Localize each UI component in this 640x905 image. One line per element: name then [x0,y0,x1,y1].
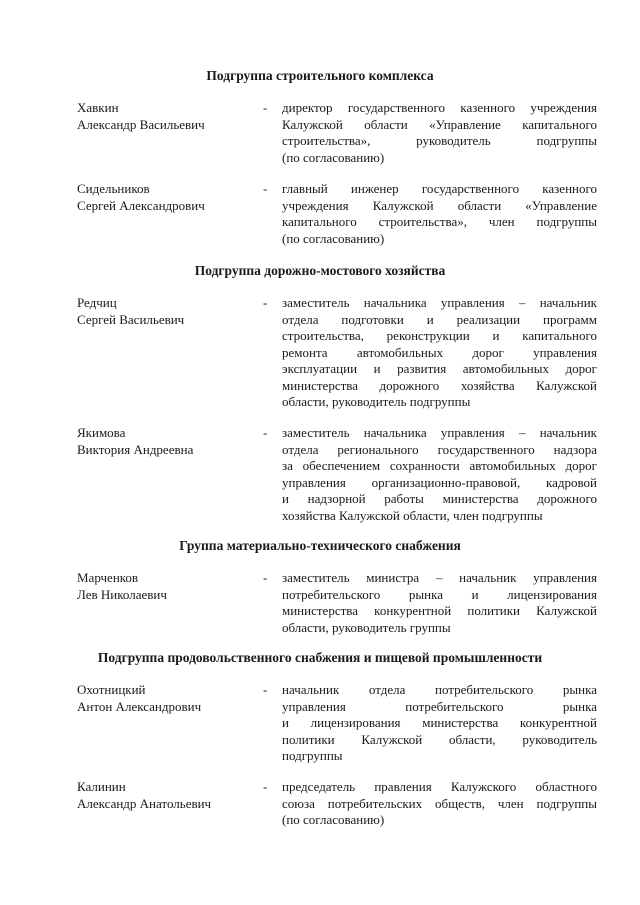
group-heading-roads: Подгруппа дорожно-мостового хозяйства [194,263,446,278]
member-first-names: Сергей Васильевич [77,311,185,327]
member-name [77,100,267,133]
position-line: и лицензирования министерства конкурентной [282,715,597,730]
group-heading-construction: Подгруппа строительного комплекса [206,68,434,83]
member-last-name: Якимова [77,425,126,440]
position-line: председатель правления Калужского областного [282,779,597,794]
position-line: эксплуатации и развития автомобильных дорог [282,361,597,376]
dash-separator: - [263,425,268,440]
position-line: политики Калужской области, руководитель [282,731,597,747]
position-line: управления организационно-правовой, кадровой [282,474,597,490]
member-name [77,779,267,812]
position-line: учреждения Калужской области «Управление [282,197,597,213]
dash-separator: - [263,100,268,115]
position-line: главный инженер государственного казенного [282,181,597,196]
position-line: союза потребительских обществ, член подгруппы [282,795,597,811]
position-line: заместитель министра – начальник управления [282,570,597,585]
position-line: (по согласованию) [282,149,385,165]
member-name [77,570,267,603]
position-line: (по согласованию) [282,230,385,246]
member-first-names: Виктория Андреевна [77,441,194,457]
member-last-name: Редчиц [77,295,117,310]
position-line: подгруппы [282,748,343,763]
member-name [77,682,267,715]
dash-separator: - [263,779,268,794]
position-line: министерства конкурентной политики Калужской [282,603,597,618]
member-last-name: Охотницкий [77,682,146,697]
position-line: ремонта автомобильных дорог управления [282,344,597,360]
position-line: начальник отдела потребительского рынка [282,682,597,697]
member-first-names: Сергей Александрович [77,197,205,213]
position-line: директор государственного казенного учреждения [282,100,597,115]
member-position [282,682,597,765]
member-position [282,295,597,411]
member-first-names: Александр Анатольевич [77,795,212,811]
member-name [77,295,267,328]
group-heading-food-supply: Подгруппа продовольственного снабжения и пищевой промышленности [97,650,543,665]
position-line: (по согласованию) [282,812,385,827]
member-position [282,425,597,524]
member-position [282,181,597,247]
member-first-names: Антон Александрович [77,698,202,714]
group-heading-logistics: Группа материально-технического снабжения [179,538,461,553]
position-line: потребительского рынка и лицензирования [282,586,597,602]
position-line: хозяйства Калужской области, член подгруппы [282,507,543,523]
member-last-name: Калинин [77,779,126,794]
dash-separator: - [263,682,268,697]
member-name [77,425,267,458]
position-line: отдела подготовки и реализации программ [282,311,597,327]
position-line: строительства», руководитель подгруппы [282,133,597,148]
position-line: управления потребительского рынка [282,698,597,714]
dash-separator: - [263,295,268,310]
position-line: области, руководитель группы [282,619,451,635]
member-first-names: Лев Николаевич [77,586,167,602]
position-line: заместитель начальника управления – начальник [282,295,597,310]
position-line: заместитель начальника управления – начальник [282,425,597,440]
position-line: отдела регионального государственного надзора [282,441,597,457]
member-position [282,570,597,636]
position-line: строительства, реконструкции и капитального [282,328,597,343]
member-last-name: Марченков [77,570,139,585]
position-line: за обеспечением сохранности автомобильных дорог [282,458,597,473]
position-line: и надзорной работы министерства дорожного [282,491,597,506]
position-line: области, руководитель подгруппы [282,394,471,409]
member-first-names: Александр Васильевич [77,116,205,132]
dash-separator: - [263,570,268,585]
position-line: капитального строительства», член подгруппы [282,214,597,229]
member-name [77,181,267,214]
member-last-name: Сидельников [77,181,150,196]
member-position [282,779,597,829]
position-line: министерства дорожного хозяйства Калужской [282,377,597,393]
member-position [282,100,597,166]
member-last-name: Хавкин [77,100,119,115]
position-line: Калужской области «Управление капитального [282,116,597,132]
dash-separator: - [263,181,268,196]
